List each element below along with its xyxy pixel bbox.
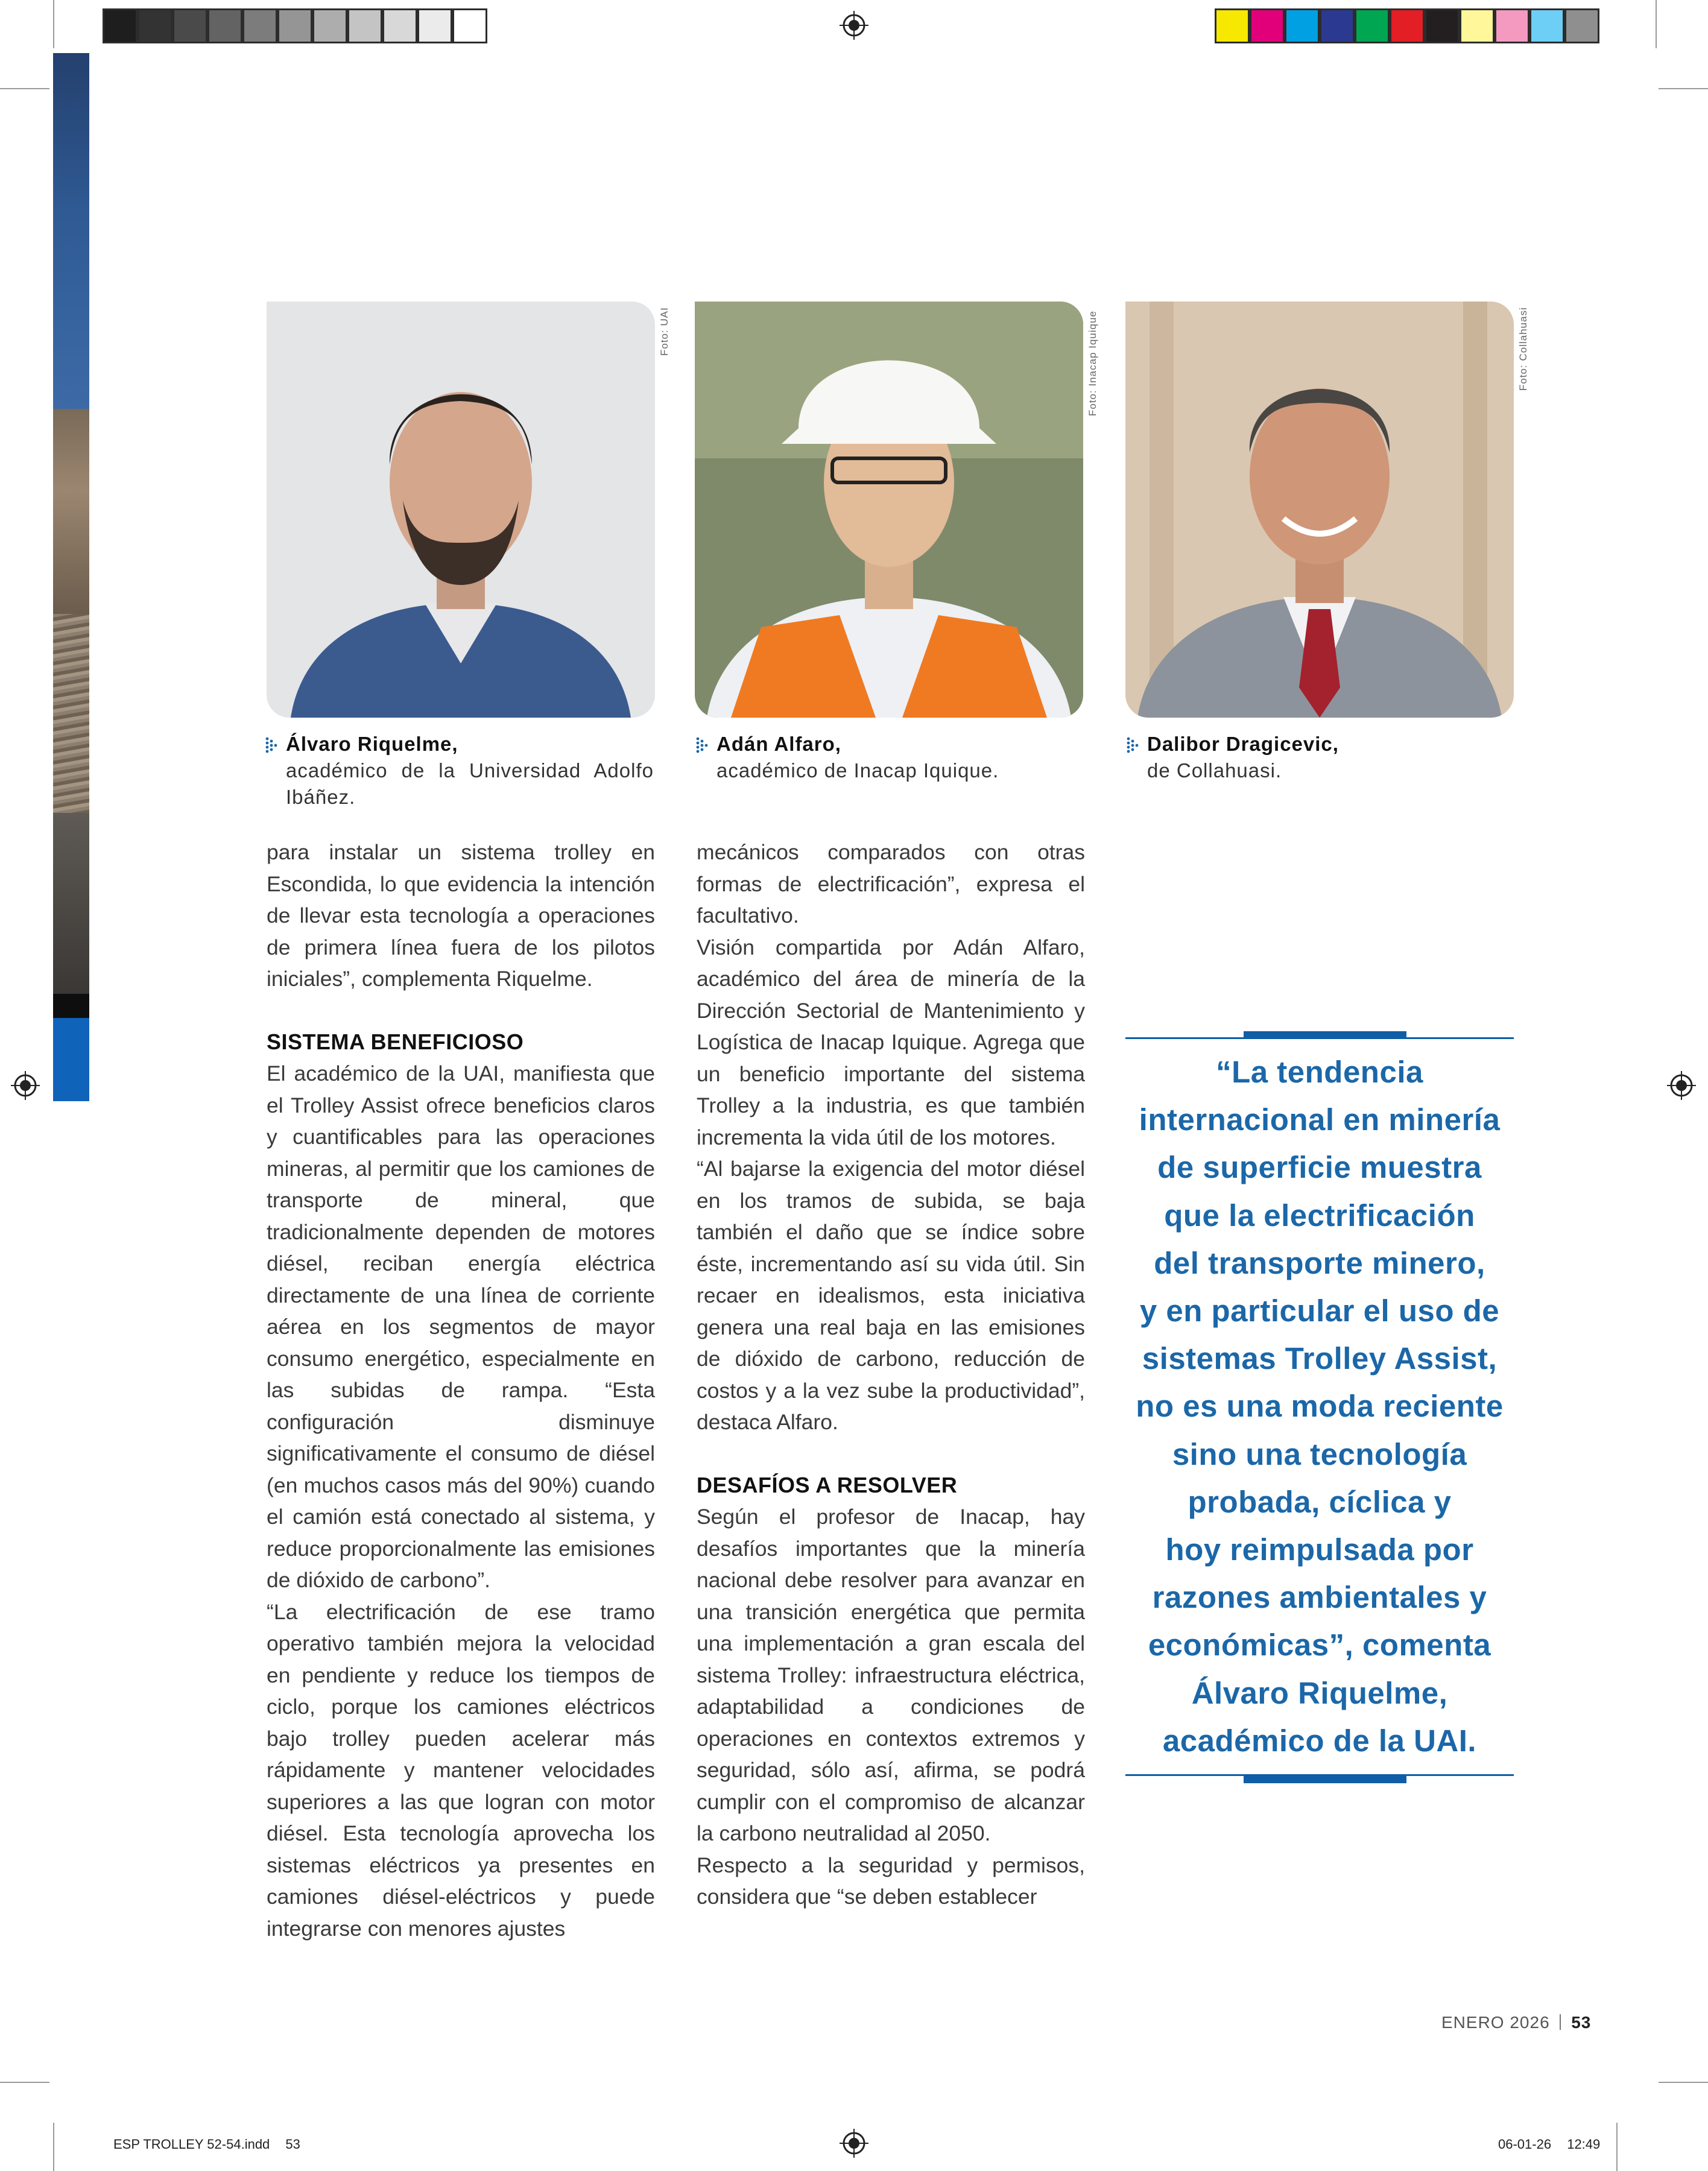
photo-credit: Foto: UAI <box>659 307 670 356</box>
paragraph: Visión compartida por Adán Alfaro, académico del área de minería de la Dirección Sectorial de Mantenimiento y Logística de Inacap Iquique. Agrega que un beneficio importante del sistema Trolley a la industria, es que también incrementa la vida útil de los motores. <box>697 935 1085 1149</box>
photo-alvaro-riquelme <box>267 302 655 718</box>
dots-bullet-icon <box>696 737 712 754</box>
registration-mark-icon <box>11 1071 40 1100</box>
quote-text <box>1119 1048 1520 1765</box>
quote-line-text: probada, cíclica y <box>1188 1484 1452 1519</box>
registration-mark-icon <box>840 11 868 40</box>
slug-time-value: 12:49 <box>1567 2137 1601 2152</box>
page-number: 53 <box>1571 2013 1592 2032</box>
quote-line-text: sistemas Trolley Assist, <box>1142 1341 1498 1376</box>
quote-line-text: razones ambientales y <box>1152 1580 1487 1615</box>
person-name: Dalibor Dragicevic, <box>1147 733 1339 755</box>
issue-date: ENERO 2026 <box>1441 2013 1550 2032</box>
caption-alvaro <box>286 731 678 811</box>
person-role: académico de la Universidad Adolfo Ibáñez. <box>286 759 654 808</box>
quote-line-text: de superficie muestra <box>1157 1150 1482 1185</box>
slug-date-value: 06-01-26 <box>1498 2137 1552 2152</box>
paragraph: para instalar un sistema trolley en Escondida, lo que evidencia la intención de llevar esta tecnología a operaciones de primera línea fuera de los pilotos iniciales”, complementa Riquelme. <box>267 840 655 991</box>
section-heading: SISTEMA BENEFICIOSO <box>267 1029 524 1054</box>
quote-rule-tab <box>1244 1776 1406 1783</box>
quote-line-text: Álvaro Riquelme, <box>1191 1675 1448 1710</box>
section-heading: DESAFÍOS A RESOLVER <box>697 1472 958 1497</box>
quote-line-text: que la electrificación <box>1164 1198 1475 1233</box>
registration-mark-icon <box>840 2129 868 2158</box>
caption-adan <box>716 731 1109 784</box>
photo-dalibor-dragicevic <box>1125 302 1514 718</box>
quote-line-text: del transporte minero, <box>1154 1245 1485 1280</box>
quote-line-text: internacional en minería <box>1139 1102 1501 1137</box>
quote-line-text: “La tendencia <box>1216 1055 1423 1089</box>
quote-line-text: sino una tecnología <box>1172 1436 1467 1471</box>
body-column-2 <box>697 836 1085 1913</box>
body-column-1 <box>267 836 655 1944</box>
indd-page: 53 <box>285 2137 300 2152</box>
photo-credit: Foto: Inacap Iquique <box>1087 310 1098 416</box>
paragraph: Respecto a la seguridad y permisos, considera que “se deben establecer <box>697 1853 1085 1909</box>
photo-adan-alfaro <box>695 302 1083 718</box>
caption-dalibor <box>1147 731 1539 784</box>
paragraph: Según el profesor de Inacap, hay desafíos importantes que la minería nacional debe resolver para avanzar en una transición energética que permita una implementación a gran escala del sistema Trolley: infraestructura eléctrica, adaptabilidad a condiciones de operaciones en contextos extremos y seguridad, sólo así, afirma, se podrá cumplir con el compromiso de alcanzar la carbono neutralidad al 2050. <box>697 1505 1085 1845</box>
photo-credit: Foto: Collahuasi <box>1517 307 1529 391</box>
person-role: de Collahuasi. <box>1147 759 1282 782</box>
person-name: Adán Alfaro, <box>716 733 841 755</box>
quote-rule <box>1125 1037 1514 1039</box>
paragraph: mecánicos comparados con otras formas de electrificación”, expresa el facultativo. <box>697 840 1085 927</box>
dots-bullet-icon <box>1127 737 1142 754</box>
quote-line-text: hoy reimpulsada por <box>1165 1532 1474 1567</box>
slug-date <box>1498 2137 1600 2152</box>
paragraph: El académico de la UAI, manifiesta que el Trolley Assist ofrece beneficios claros y cuantificables para las operaciones mineras, al permitir que los camiones de transporte de mineral, que tradicionalmente dependen de motores diésel, reciban energía eléctrica directamente de una línea de corriente aérea en los segmentos de mayor consumo energético, especialmente en las subidas de rampa. “Esta configuración disminuye significativamente el consumo de diésel (en muchos casos más del 90%) cuando el camión está conectado al sistema, y reduce proporcionalmente las emisiones de dióxido de carbono”. <box>267 1061 655 1592</box>
folio-divider <box>1560 2014 1561 2030</box>
slug-file <box>113 2137 300 2152</box>
registration-mark-icon <box>1667 1071 1696 1100</box>
paragraph: “La electrificación de ese tramo operativo también mejora la velocidad en pendiente y reduce los tiempos de ciclo, porque los camiones eléctricos bajo trolley pueden acelerar más rápidamente y mantener velocidades superiores a las que logran con motor diésel. Esta tecnología aprovecha los sistemas eléctricos ya presentes en camiones diésel-eléctricos y puede integrarse con menores ajustes <box>267 1599 655 1941</box>
paragraph: “Al bajarse la exigencia del motor diésel en los tramos de subida, se baja también el daño que se índice sobre éste, incrementando así su vida útil. Sin recaer en idealismos, esta iniciativa genera una real baja en las emisiones de dióxido de carbono, reducción de costos y a la vez sube la productividad”, destaca Alfaro. <box>697 1157 1085 1434</box>
indd-filename: ESP TROLLEY 52-54.indd <box>113 2137 270 2152</box>
quote-line-text: y en particular el uso de <box>1139 1294 1500 1329</box>
quote-line-text: no es una moda reciente <box>1136 1389 1504 1424</box>
quote-line-text: económicas”, comenta <box>1148 1628 1491 1663</box>
folio <box>1441 2013 1591 2032</box>
quote-line-text: académico de la UAI. <box>1162 1723 1477 1758</box>
person-role: académico de Inacap Iquique. <box>716 759 999 782</box>
dots-bullet-icon <box>265 737 281 754</box>
person-name: Álvaro Riquelme, <box>286 733 458 755</box>
